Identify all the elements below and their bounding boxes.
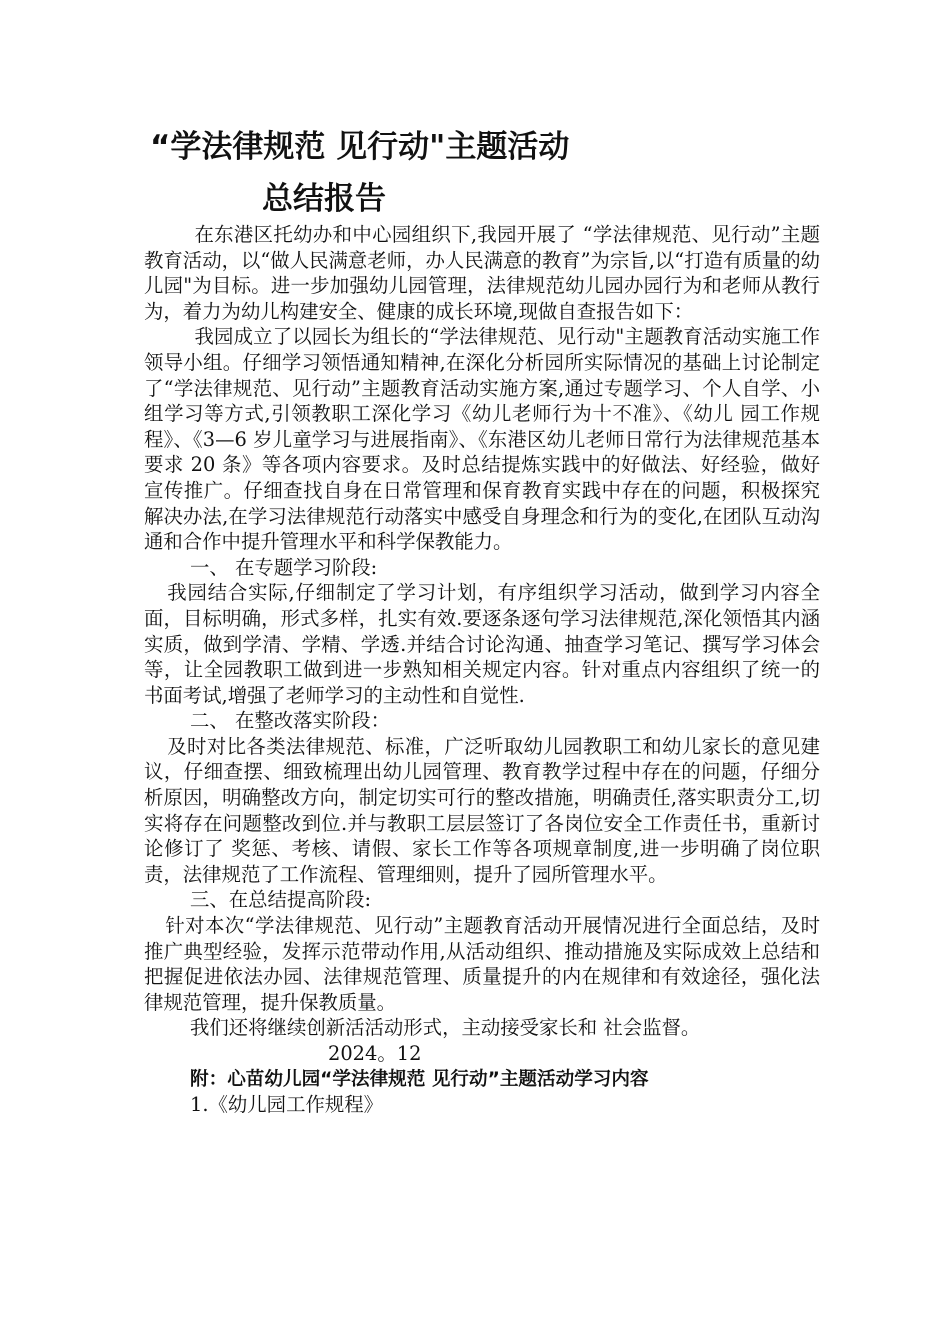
appendix-title: 附：心苗幼儿园“学法律规范 见行动”主题活动学习内容	[190, 1068, 649, 1090]
closing-paragraph: 我们还将继续创新活活动形式，主动接受家长和 社会监督。	[190, 1016, 701, 1040]
appendix-item: 1.《幼儿园工作规程》	[190, 1093, 384, 1117]
document-title: “学法律规范 见行动"主题活动	[150, 129, 570, 165]
document-subtitle: 总结报告	[262, 181, 386, 217]
leadership-group-paragraph: 我园成立了以园长为组长的“学法律规范、见行动"主题教育活动实施工作领导小组。仔细学习领悟通知精神,在深化分析园所实际情况的基础上讨论制定了“学法律规范、见行动”主题教育活动实施方案,通过专题学习、个人自学、小组学习等方式,引领教职工深化学习《幼儿老师行为十不准》、《幼儿 园工作规程》、《3—6 岁儿童学习与进展指南》、《东港区幼儿老师日常行为法律规范基本要求 20 条》等各项内容要求。及时总结提炼实践中的好做法、好经验，做好宣传推广。仔细查找自身在日常管理和保育教育实践中存在的问题，积极探究解决办法,在学习法律规范行动落实中感受自身理念和行为的变化,在团队互动沟通和合作中提升管理水平和科学保教能力。	[144, 325, 820, 554]
section3-heading: 三、在总结提高阶段:	[190, 888, 372, 912]
section1-heading: 一、 在专题学习阶段:	[190, 555, 378, 579]
document-body	[144, 222, 820, 1118]
section2-heading: 二、 在整改落实阶段：	[190, 709, 391, 733]
document-date: 2024。12	[328, 1042, 422, 1065]
section3-body: 针对本次“学法律规范、见行动”主题教育活动开展情况进行全面总结，及时推广典型经验，发挥示范带动作用,从活动组织、推动措施及实际成效上总结和把握促进依法办园、法律规范管理、质量提升的内在规律和有效途径，强化法律规范管理，提升保教质量。	[144, 914, 820, 1014]
section1-body: 我园结合实际,仔细制定了学习计划，有序组织学习活动，做到学习内容全面，目标明确，形式多样，扎实有效.要逐条逐句学习法律规范,深化领悟其内涵实质，做到学清、学精、学透.并结合讨论沟通、抽查学习笔记、撰写学习体会等，让全园教职工做到进一步熟知相关规定内容。针对重点内容组织了统一的书面考试,增强了老师学习的主动性和自觉性.	[144, 581, 820, 707]
intro-paragraph: 在东港区托幼办和中心园组织下,我园开展了 “学法律规范、见行动”主题教育活动，以“做人民满意老师，办人民满意的教育”为宗旨,以“打造有质量的幼儿园"为目标。进一步加强幼儿园管理，法律规范幼儿园办园行为和老师从教行为，着力为幼儿构建安全、健康的成长环境,现做自查报告如下：	[144, 223, 820, 323]
section2-body: 及时对比各类法律规范、标准，广泛听取幼儿园教职工和幼儿家长的意见建议，仔细查摆、细致梳理出幼儿园管理、教育教学过程中存在的问题，仔细分析原因，明确整改方向，制定切实可行的整改措施，明确责任,落实职责分工,切实将存在问题整改到位.并与教职工层层签订了各岗位安全工作责任书，重新讨论修订了 奖惩、考核、请假、家长工作等各项规章制度,进一步明确了岗位职责，法律规范了工作流程、管理细则，提升了园所管理水平。	[144, 734, 820, 886]
